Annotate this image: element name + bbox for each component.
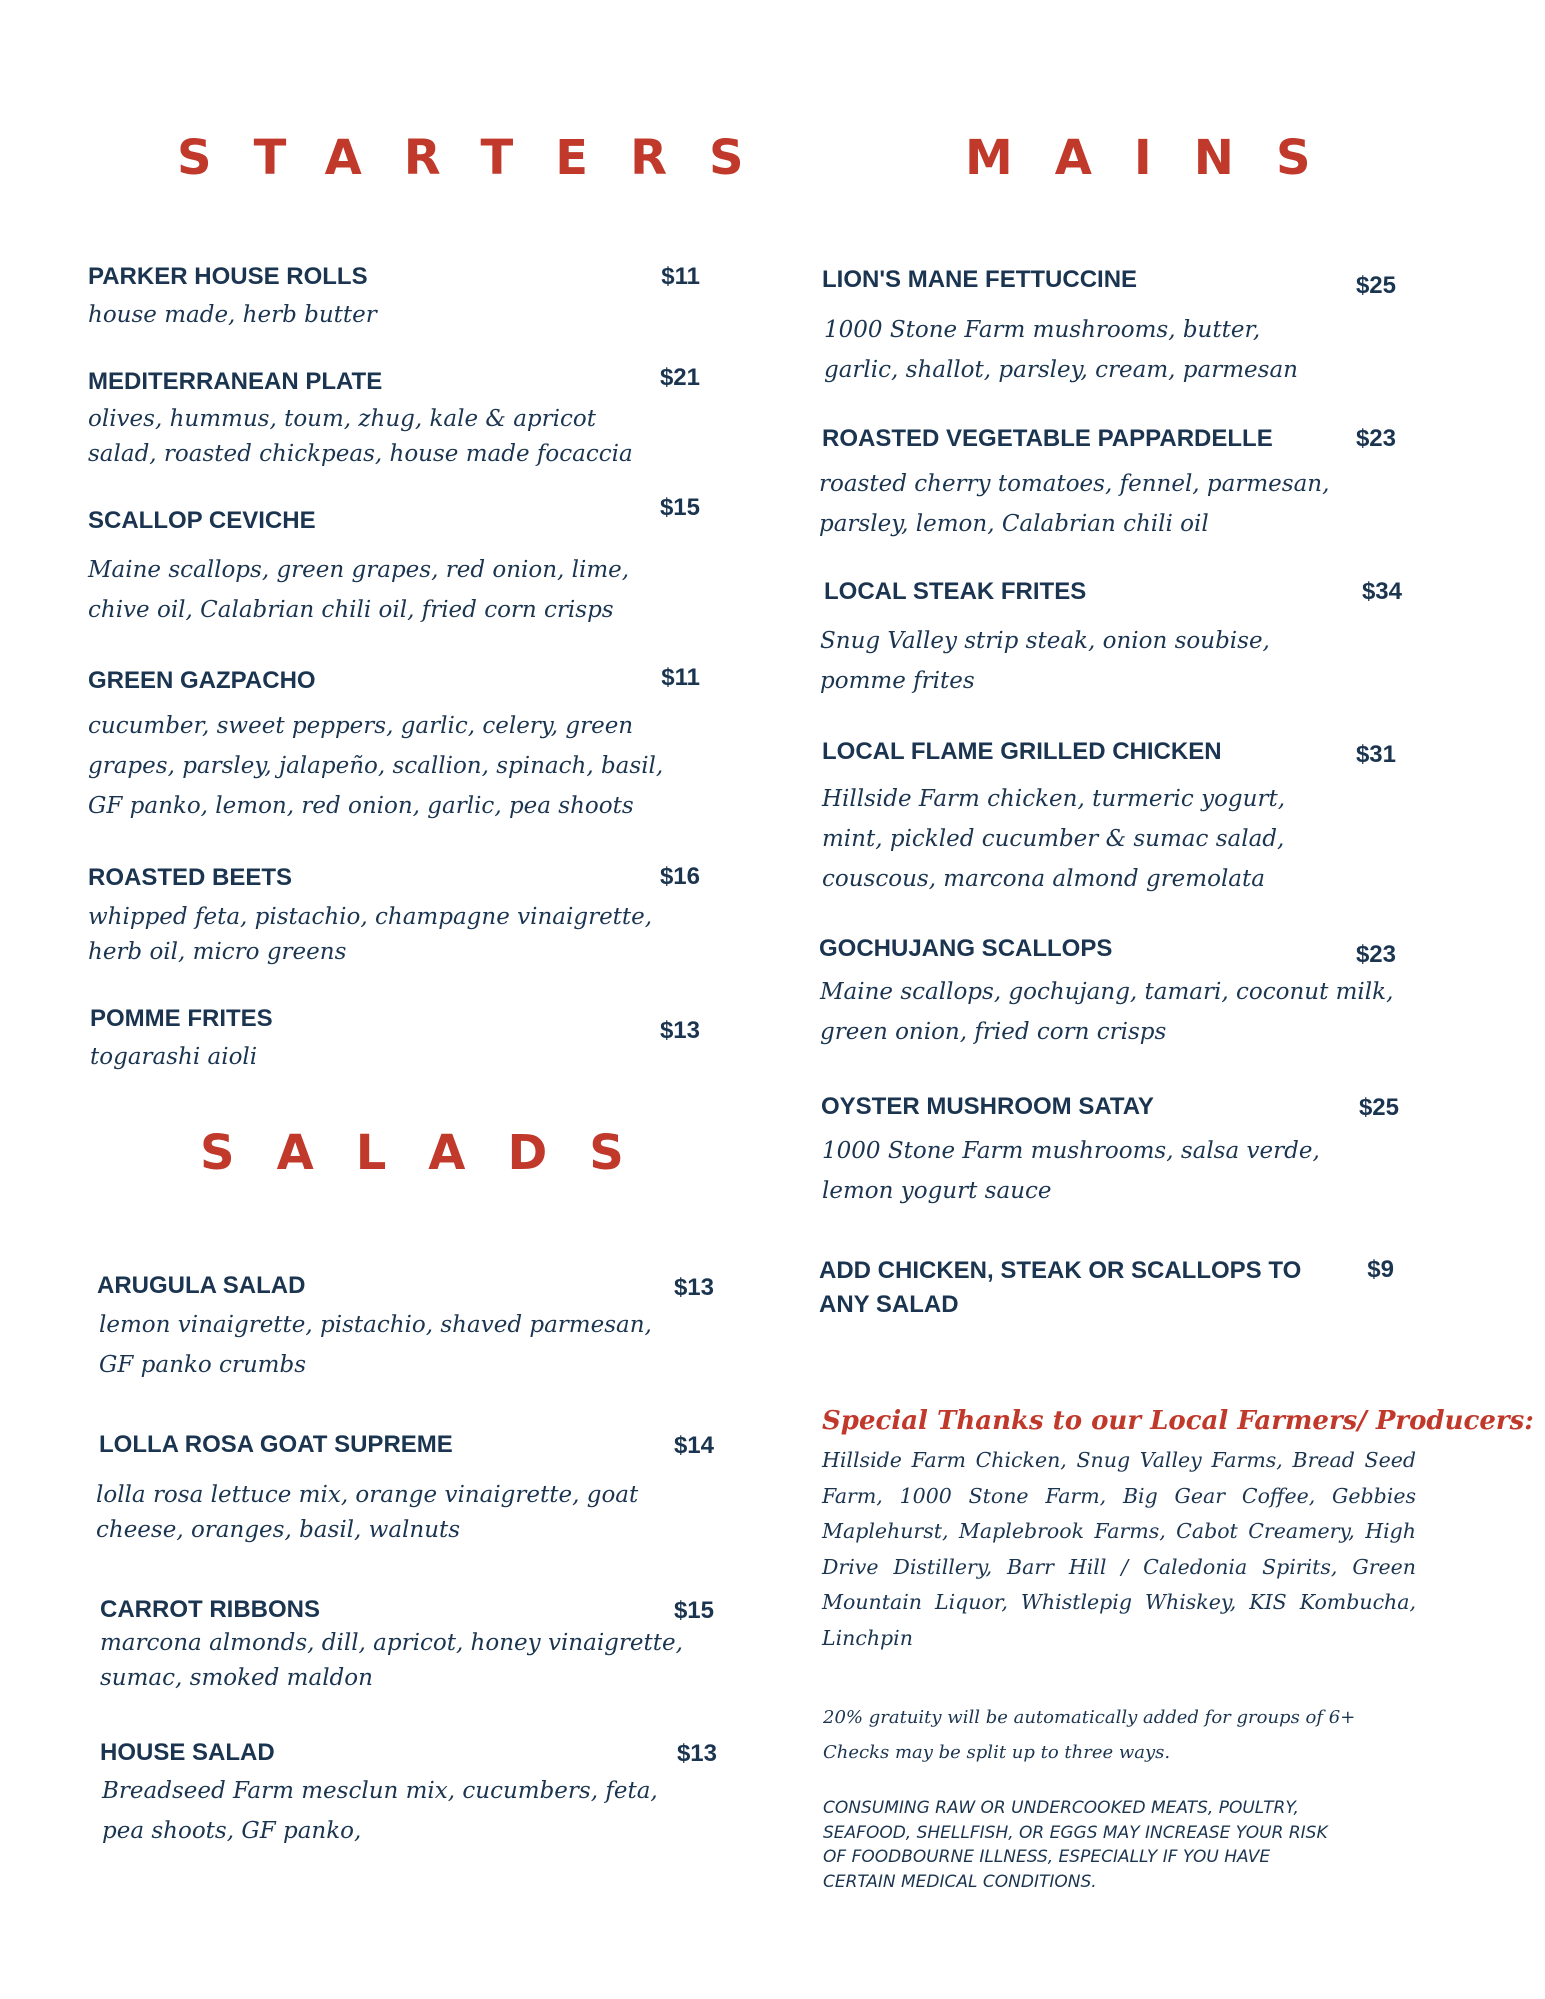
- item-price: $34: [1361, 578, 1402, 605]
- item-name: GREEN GAZPACHO: [88, 667, 316, 694]
- item-name: CARROT RIBBONS: [100, 1596, 320, 1623]
- item-price: $14: [673, 1432, 714, 1459]
- item-name: LOCAL STEAK FRITES: [824, 578, 1087, 605]
- item-price: $23: [1355, 425, 1396, 452]
- item-description: cucumber, sweet peppers, garlic, celery, green grapes, parsley, jalapeño, scallion, spinach, basil, GF panko, lemon, red onion, garlic, pea shoots: [88, 713, 664, 819]
- item-description: whipped feta, pistachio, champagne vinaigrette, herb oil, micro greens: [88, 904, 653, 965]
- item-name: ARUGULA SALAD: [97, 1272, 306, 1299]
- item-description: 1000 Stone Farm mushrooms, salsa verde, lemon yogurt sauce: [822, 1138, 1320, 1204]
- item-price: $25: [1355, 272, 1396, 299]
- item-price: $16: [659, 863, 700, 890]
- item-name: POMME FRITES: [90, 1005, 273, 1032]
- item-name: LION'S MANE FETTUCCINE: [822, 266, 1138, 293]
- item-description: Hillside Farm chicken, turmeric yogurt, mint, pickled cucumber & sumac salad, couscous, marcona almond gremolata: [822, 786, 1286, 892]
- special-thanks-list: Hillside Farm Chicken, Snug Valley Farms, Bread Seed Farm, 1000 Stone Farm, Big Gear Coffee, Gebbies Maplehurst, Maplebrook Farms, Cabot Creamery, High Drive Distillery, Barr Hill / Caledonia Spirits, Green Mountain Liquor, Whistlepig Whiskey, KIS Kombucha, Linchpin: [822, 1448, 1416, 1650]
- item-price: $31: [1355, 741, 1396, 768]
- item-price: $11: [661, 664, 700, 691]
- item-name: ROASTED BEETS: [88, 864, 293, 891]
- starters-heading: STARTERS: [177, 130, 786, 186]
- food-safety-warning: CONSUMING RAW OR UNDERCOOKED MEATS, POULTRY, SEAFOOD, SHELLFISH, OR EGGS MAY INCREASE YOUR RISK OF FOODBOURNE ILLNESS, ESPECIALLY IF YOU HAVE CERTAIN MEDICAL CONDITIONS.: [823, 1798, 1328, 1892]
- item-description: marcona almonds, dill, apricot, honey vinaigrette, sumac, smoked maldon: [100, 1630, 683, 1691]
- item-price: $13: [676, 1740, 717, 1767]
- item-description: Breadseed Farm mesclun mix, cucumbers, feta, pea shoots, GF panko,: [102, 1778, 658, 1844]
- item-name: MEDITERRANEAN PLATE: [88, 368, 383, 395]
- item-price: $25: [1358, 1094, 1399, 1121]
- item-description: 1000 Stone Farm mushrooms, butter, garlic, shallot, parsley, cream, parmesan: [824, 317, 1298, 383]
- gratuity-note: 20% gratuity will be automatically added for groups of 6+ Checks may be split up to three ways.: [823, 1707, 1356, 1763]
- item-description: Maine scallops, gochujang, tamari, coconut milk, green onion, fried corn crisps: [820, 979, 1394, 1045]
- item-description: house made, herb butter: [88, 302, 377, 328]
- item-description: lolla rosa lettuce mix, orange vinaigrette, goat cheese, oranges, basil, walnuts: [96, 1482, 639, 1543]
- mains-heading: MAINS: [965, 130, 1353, 186]
- item-price: $13: [673, 1274, 714, 1301]
- item-name: HOUSE SALAD: [100, 1739, 275, 1766]
- item-name: LOLLA ROSA GOAT SUPREME: [99, 1431, 453, 1458]
- special-thanks-title: Special Thanks to our Local Farmers/ Producers:: [822, 1406, 1534, 1436]
- item-description: olives, hummus, toum, zhug, kale & apricot salad, roasted chickpeas, house made focaccia: [88, 406, 633, 467]
- item-description: togarashi aioli: [90, 1044, 258, 1070]
- item-price: $11: [661, 263, 700, 290]
- item-name: GOCHUJANG SCALLOPS: [819, 935, 1113, 962]
- item-description: roasted cherry tomatoes, fennel, parmesan, parsley, lemon, Calabrian chili oil: [819, 471, 1330, 537]
- addon-price: $9: [1367, 1256, 1394, 1283]
- item-price: $15: [673, 1597, 714, 1624]
- item-price: $13: [659, 1017, 700, 1044]
- salads-heading: SALADS: [200, 1125, 666, 1181]
- item-price: $21: [659, 364, 700, 391]
- item-description: lemon vinaigrette, pistachio, shaved parmesan, GF panko crumbs: [99, 1312, 652, 1378]
- item-name: ROASTED VEGETABLE PAPPARDELLE: [822, 425, 1273, 452]
- item-name: PARKER HOUSE ROLLS: [88, 263, 368, 290]
- item-name: OYSTER MUSHROOM SATAY: [821, 1093, 1154, 1120]
- item-name: SCALLOP CEVICHE: [88, 507, 316, 534]
- addon-name: ADD CHICKEN, STEAK OR SCALLOPS TO ANY SALAD: [819, 1257, 1302, 1318]
- item-description: Maine scallops, green grapes, red onion, lime, chive oil, Calabrian chili oil, fried corn crisps: [88, 557, 630, 623]
- item-description: Snug Valley strip steak, onion soubise, pomme frites: [820, 628, 1270, 694]
- item-name: LOCAL FLAME GRILLED CHICKEN: [822, 738, 1222, 765]
- item-price: $15: [659, 494, 700, 521]
- item-price: $23: [1355, 941, 1396, 968]
